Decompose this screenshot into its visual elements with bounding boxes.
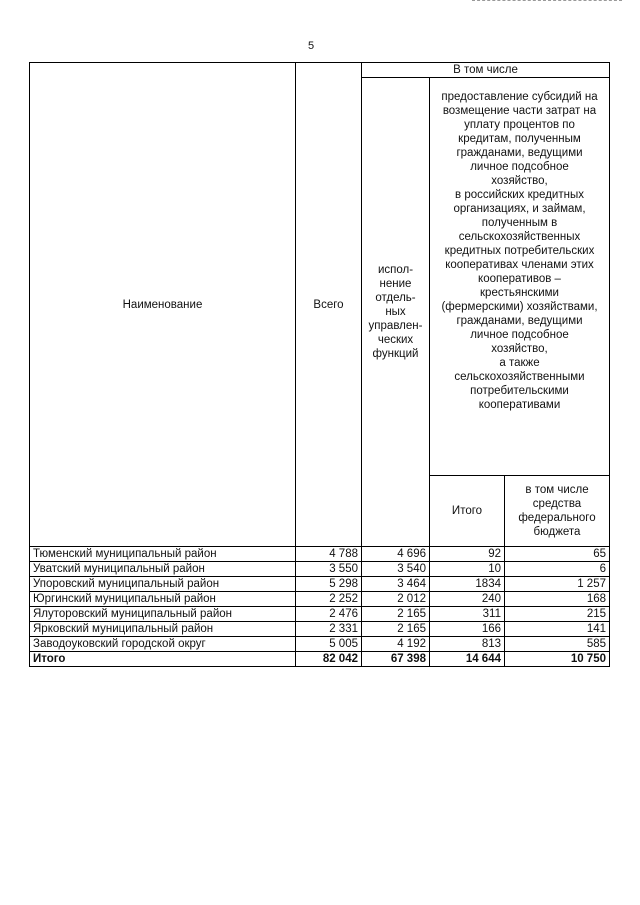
- header-management: испол- нение отдель- ных управлен- ческих функций: [362, 78, 430, 547]
- row-name: Юргинский муниципальный район: [30, 592, 296, 607]
- row-management: 4 696: [362, 547, 430, 562]
- totals-total: 82 042: [296, 652, 362, 667]
- row-management: 4 192: [362, 637, 430, 652]
- row-subtotal: 813: [430, 637, 505, 652]
- row-name: Уватский муниципальный район: [30, 562, 296, 577]
- header-subtotal: Итого: [430, 476, 505, 547]
- row-subtotal: 10: [430, 562, 505, 577]
- row-name: Упоровский муниципальный район: [30, 577, 296, 592]
- row-federal: 6: [505, 562, 610, 577]
- row-subtotal: 1834: [430, 577, 505, 592]
- table-row: [30, 622, 610, 637]
- table-row: [30, 562, 610, 577]
- budget-table: [29, 62, 610, 667]
- table-row: [30, 607, 610, 622]
- row-total: 3 550: [296, 562, 362, 577]
- row-total: 2 476: [296, 607, 362, 622]
- row-name: Ялуторовский муниципальный район: [30, 607, 296, 622]
- row-federal: 1 257: [505, 577, 610, 592]
- top-border-mark: [472, 0, 622, 1]
- row-federal: 585: [505, 637, 610, 652]
- table-row: [30, 637, 610, 652]
- row-management: 3 540: [362, 562, 430, 577]
- row-subtotal: 92: [430, 547, 505, 562]
- row-name: Ярковский муниципальный район: [30, 622, 296, 637]
- row-federal: 141: [505, 622, 610, 637]
- row-total: 2 252: [296, 592, 362, 607]
- row-management: 2 012: [362, 592, 430, 607]
- totals-federal: 10 750: [505, 652, 610, 667]
- row-federal: 168: [505, 592, 610, 607]
- row-subtotal: 240: [430, 592, 505, 607]
- header-in-that-number: В том числе: [362, 63, 610, 78]
- row-management: 2 165: [362, 607, 430, 622]
- totals-label: Итого: [30, 652, 296, 667]
- table-row: [30, 577, 610, 592]
- row-subtotal: 166: [430, 622, 505, 637]
- table-row: [30, 592, 610, 607]
- row-total: 4 788: [296, 547, 362, 562]
- totals-subtotal: 14 644: [430, 652, 505, 667]
- row-name: Заводоуковский городской округ: [30, 637, 296, 652]
- header-federal: в том числе средства федерального бюджета: [505, 476, 610, 547]
- row-name: Тюменский муниципальный район: [30, 547, 296, 562]
- table-row: [30, 547, 610, 562]
- row-subtotal: 311: [430, 607, 505, 622]
- row-management: 2 165: [362, 622, 430, 637]
- header-subsidies: предоставление субсидий на возмещение части затрат на уплату процентов по кредитам, полученным гражданами, ведущими личное подсобное хозяйство, в российских кредитных организациях, и займам, полученным в сельскохозяйственных кредитных потребительских кооперативах членами этих кооперативов – крестьянскими (фермерскими) хозяйствами, гражданами, ведущими личное подсобное хозяйство, а также сельскохозяйственными потребительскими кооперативами: [430, 78, 610, 476]
- page-number: 5: [308, 40, 315, 52]
- row-total: 5 005: [296, 637, 362, 652]
- header-name: Наименование: [30, 63, 296, 547]
- row-management: 3 464: [362, 577, 430, 592]
- totals-management: 67 398: [362, 652, 430, 667]
- row-federal: 215: [505, 607, 610, 622]
- header-total: Всего: [296, 63, 362, 547]
- totals-row: [30, 652, 610, 667]
- row-total: 5 298: [296, 577, 362, 592]
- row-total: 2 331: [296, 622, 362, 637]
- row-federal: 65: [505, 547, 610, 562]
